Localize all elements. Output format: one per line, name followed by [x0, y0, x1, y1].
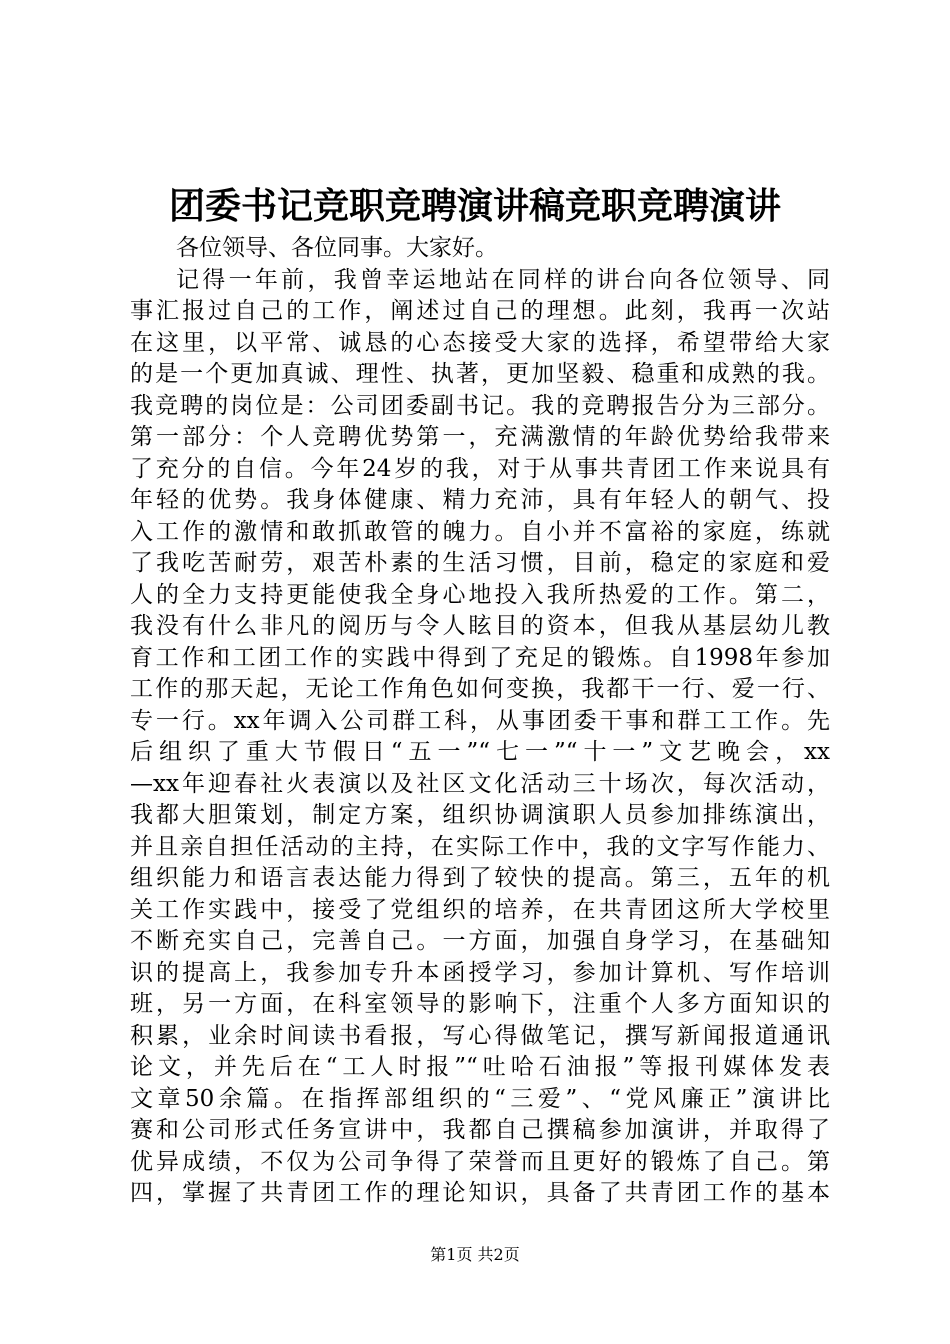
text-line: 各位领导、各位同事。大家好。 [176, 235, 498, 261]
text-line: 入工作的激情和敢抓敢管的魄力。自小并不富裕的家庭，练就 [130, 518, 830, 545]
text-line: 工作的那天起，无论工作角色如何变换，我都干一行、爱一行、 [130, 676, 830, 702]
text-line: 了充分的自信。今年24岁的我，对于从事共青团工作来说具有 [130, 455, 830, 482]
text-line: 专一行。xx年调入公司群工科，从事团委干事和群工工作。先 [130, 707, 830, 734]
text-line: 积累，业余时间读书看报，写心得做笔记，撰写新闻报道通讯 [130, 1022, 830, 1049]
document-title: 团委书记竞职竞聘演讲稿竞职竞聘演讲 [168, 185, 781, 227]
text-line: 的是一个更加真诚、理性、执著，更加坚毅、稳重和成熟的我。 [130, 361, 830, 387]
text-line: 四，掌握了共青团工作的理论知识，具备了共青团工作的基本 [130, 1180, 830, 1206]
page-footer: 第1页 共2页 [430, 1245, 520, 1264]
text-line: —xx年迎春社火表演以及社区文化活动三十场次，每次活动， [130, 770, 830, 797]
text-line: 组织能力和语言表达能力得到了较快的提高。第三，五年的机 [130, 865, 830, 891]
text-line: 年轻的优势。我身体健康、精力充沛，具有年轻人的朝气、投 [130, 487, 830, 513]
text-line: 了我吃苦耐劳，艰苦朴素的生活习惯，目前，稳定的家庭和爱 [130, 550, 830, 576]
text-line: 不断充实自己，完善自己。一方面，加强自身学习，在基础知 [130, 928, 830, 954]
text-line: 事汇报过自己的工作，阐述过自己的理想。此刻，我再一次站 [130, 298, 830, 324]
text-line: 在这里，以平常、诚恳的心态接受大家的选择，希望带给大家 [130, 329, 830, 356]
text-line: 我没有什么非凡的阅历与令人眩目的资本，但我从基层幼儿教 [130, 613, 830, 639]
text-line: 赛和公司形式任务宣讲中，我都自己撰稿参加演讲，并取得了 [130, 1117, 830, 1143]
text-line: 我竞聘的岗位是：公司团委副书记。我的竞聘报告分为三部分。 [130, 392, 830, 419]
text-line: 识的提高上，我参加专升本函授学习，参加计算机、写作培训 [130, 959, 830, 986]
text-line: 第一部分：个人竞聘优势第一，充满激情的年龄优势给我带来 [130, 424, 830, 450]
text-line: 人的全力支持更能使我全身心地投入我所热爱的工作。第二， [130, 581, 830, 608]
text-line: 文章50余篇。在指挥部组织的“三爱”、“党风廉正”演讲比 [130, 1085, 830, 1112]
text-line: 关工作实践中，接受了党组织的培养，在共青团这所大学校里 [130, 896, 830, 923]
text-line: 记得一年前，我曾幸运地站在同样的讲台向各位领导、同 [176, 266, 830, 293]
text-line: 育工作和工团工作的实践中得到了充足的锻炼。自1998年参加 [130, 644, 830, 671]
document-body [130, 233, 830, 1210]
text-line: 后组织了重大节假日“五一”“七一”“十一”文艺晚会，xx [130, 739, 830, 765]
text-line: 并且亲自担任活动的主持，在实际工作中，我的文字写作能力、 [130, 833, 830, 860]
text-line: 优异成绩，不仅为公司争得了荣誉而且更好的锻炼了自己。第 [130, 1148, 830, 1175]
text-line: 论文，并先后在“工人时报”“吐哈石油报”等报刊媒体发表 [130, 1054, 830, 1080]
text-line: 我都大胆策划，制定方案，组织协调演职人员参加排练演出， [130, 802, 830, 828]
text-line: 班，另一方面，在科室领导的影响下，注重个人多方面知识的 [130, 991, 830, 1017]
